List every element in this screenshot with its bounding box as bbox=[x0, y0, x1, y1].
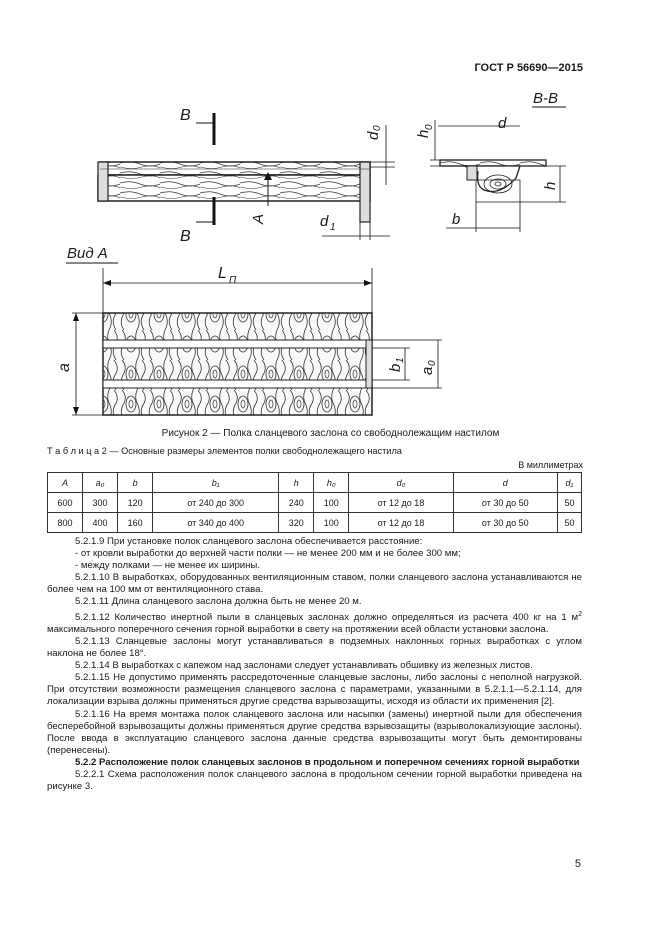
table-cell: от 12 до 18 bbox=[349, 513, 453, 533]
label-a0-sub: 0 bbox=[427, 360, 438, 366]
table-cell: от 340 до 400 bbox=[153, 513, 279, 533]
label-d0: d bbox=[365, 131, 382, 140]
label-a0: a bbox=[419, 366, 436, 375]
label-a: a bbox=[56, 363, 73, 372]
superscript: 2 bbox=[578, 610, 582, 618]
label-lp: L bbox=[218, 265, 227, 282]
paragraph: 5.2.1.9 При установке полок сланцевого заслона обеспечивается расстояние: bbox=[75, 536, 423, 547]
table-units: В миллиметрах bbox=[518, 460, 583, 470]
shelf-drawing bbox=[0, 0, 661, 430]
paragraph: 5.2.1.16 На время монтажа полок сланцевого заслона или насыпки (замены) инертной пыли для обеспечения бесперебойной взрывозащиты должны применяться другие средства взрывозащиты (взрыволокализующие заслоны). После ввода в эксплуатацию сланцевого заслона данные средства взрывозащиты могут быть демонтированы (перенесены). bbox=[47, 708, 582, 756]
table-header-cell: d₁ bbox=[557, 473, 581, 493]
label-d-section: d bbox=[498, 115, 507, 132]
label-b-top: B bbox=[180, 107, 191, 124]
figure-caption: Рисунок 2 — Полка сланцевого заслона со свободнолежащим настилом bbox=[161, 428, 500, 439]
standard-number: ГОСТ Р 56690—2015 bbox=[474, 62, 583, 74]
page-number: 5 bbox=[574, 858, 581, 870]
table-row bbox=[48, 493, 582, 513]
paragraph bbox=[47, 609, 582, 636]
label-d1: d bbox=[320, 213, 329, 230]
table-header-cell: A bbox=[48, 473, 83, 493]
table-cell: 320 bbox=[279, 513, 314, 533]
table-header-cell: b bbox=[118, 473, 153, 493]
paragraph: - от кровли выработки до верхней части полки — не менее 200 мм и не более 300 мм; bbox=[75, 548, 461, 560]
label-b-bottom: B bbox=[180, 228, 191, 245]
table-header-cell: b₁ bbox=[153, 473, 279, 493]
paragraph: - между полками — не менее их ширины. bbox=[75, 560, 260, 572]
paragraph: 5.2.1.15 Не допустимо применять рассредоточенные сланцевые заслоны, либо заслоны с неполной нагрузкой. При отсутствии возможности размещения сланцевого заслона с параметрами, указанными в 5.2.1.1—5.2.1.14, для локализации взрыва должны применяться другие средства взрывозащиты, исходя из области их применения [2]. bbox=[47, 672, 582, 708]
table-cell: 160 bbox=[118, 513, 153, 533]
table-cell: от 12 до 18 bbox=[349, 493, 453, 513]
table-row bbox=[48, 513, 582, 533]
table-cell: 600 bbox=[48, 493, 83, 513]
label-h: h bbox=[542, 181, 559, 190]
label-a-arrow: A bbox=[250, 213, 267, 224]
section-title: B-B bbox=[533, 90, 559, 107]
label-h0-sub: 0 bbox=[424, 124, 435, 130]
table-header-cell: h bbox=[279, 473, 314, 493]
label-d1-sub: 1 bbox=[330, 222, 336, 233]
table-header-cell: d bbox=[453, 473, 557, 493]
table-cell: 400 bbox=[83, 513, 118, 533]
dimensions-table bbox=[47, 472, 582, 533]
paragraph-part: максимального поперечного сечения горной выработки в свету на протяжении всей области установки заслона. bbox=[47, 623, 549, 635]
table-cell: 50 bbox=[557, 513, 581, 533]
table-cell: от 240 до 300 bbox=[153, 493, 279, 513]
table-cell: 100 bbox=[314, 493, 349, 513]
label-b1: b bbox=[387, 363, 404, 372]
label-b: b bbox=[452, 211, 461, 228]
label-d0-sub: 0 bbox=[372, 125, 383, 131]
body-text bbox=[47, 536, 582, 793]
table-cell: 800 bbox=[48, 513, 83, 533]
table-header-cell: h₀ bbox=[314, 473, 349, 493]
table-header-row bbox=[48, 473, 582, 493]
table-cell: 50 bbox=[557, 493, 581, 513]
table-cell: 300 bbox=[83, 493, 118, 513]
paragraph: 5.2.1.10 В выработках, оборудованных вентиляционным ставом, полки сланцевого заслона устанавливаются не более чем на 100 мм от вентиляционного става. bbox=[47, 572, 582, 596]
label-b1-sub: 1 bbox=[395, 357, 406, 363]
table-cell: от 30 до 50 bbox=[453, 493, 557, 513]
table-cell: 100 bbox=[314, 513, 349, 533]
label-lp-sub: П bbox=[229, 275, 237, 286]
view-title: Вид А bbox=[67, 245, 108, 262]
table-header-cell: d₀ bbox=[349, 473, 453, 493]
table-cell: от 30 до 50 bbox=[453, 513, 557, 533]
paragraph-part: 5.2.1.12 Количество инертной пыли в сланцевых заслонах должно определяться из расчета 400 кг на 1 м bbox=[75, 611, 579, 623]
table-cell: 240 bbox=[279, 493, 314, 513]
section-heading: 5.2.2 Расположение полок сланцевых заслонов в продольном и поперечном сечениях горной выработки bbox=[75, 756, 580, 768]
paragraph: 5.2.1.14 В выработках с капежом над заслонами следует устанавливать обшивку из железных листов. bbox=[75, 660, 533, 672]
table-cell: 120 bbox=[118, 493, 153, 513]
table-header-cell: a₀ bbox=[83, 473, 118, 493]
paragraph: 5.2.1.13 Сланцевые заслоны могут устанавливаться в подземных наклонных горных выработках с углом наклона не более 18°. bbox=[47, 635, 582, 660]
label-h0: h bbox=[415, 129, 432, 138]
table-caption: Т а б л и ц а 2 — Основные размеры элементов полки свободнолежащего настила bbox=[47, 446, 402, 456]
paragraph: 5.2.2.1 Схема расположения полок сланцевого заслона в продольном сечении горной выработки приведена на рисунке 3. bbox=[47, 768, 582, 793]
paragraph: 5.2.1.11 Длина сланцевого заслона должна быть не менее 20 м. bbox=[75, 596, 362, 608]
